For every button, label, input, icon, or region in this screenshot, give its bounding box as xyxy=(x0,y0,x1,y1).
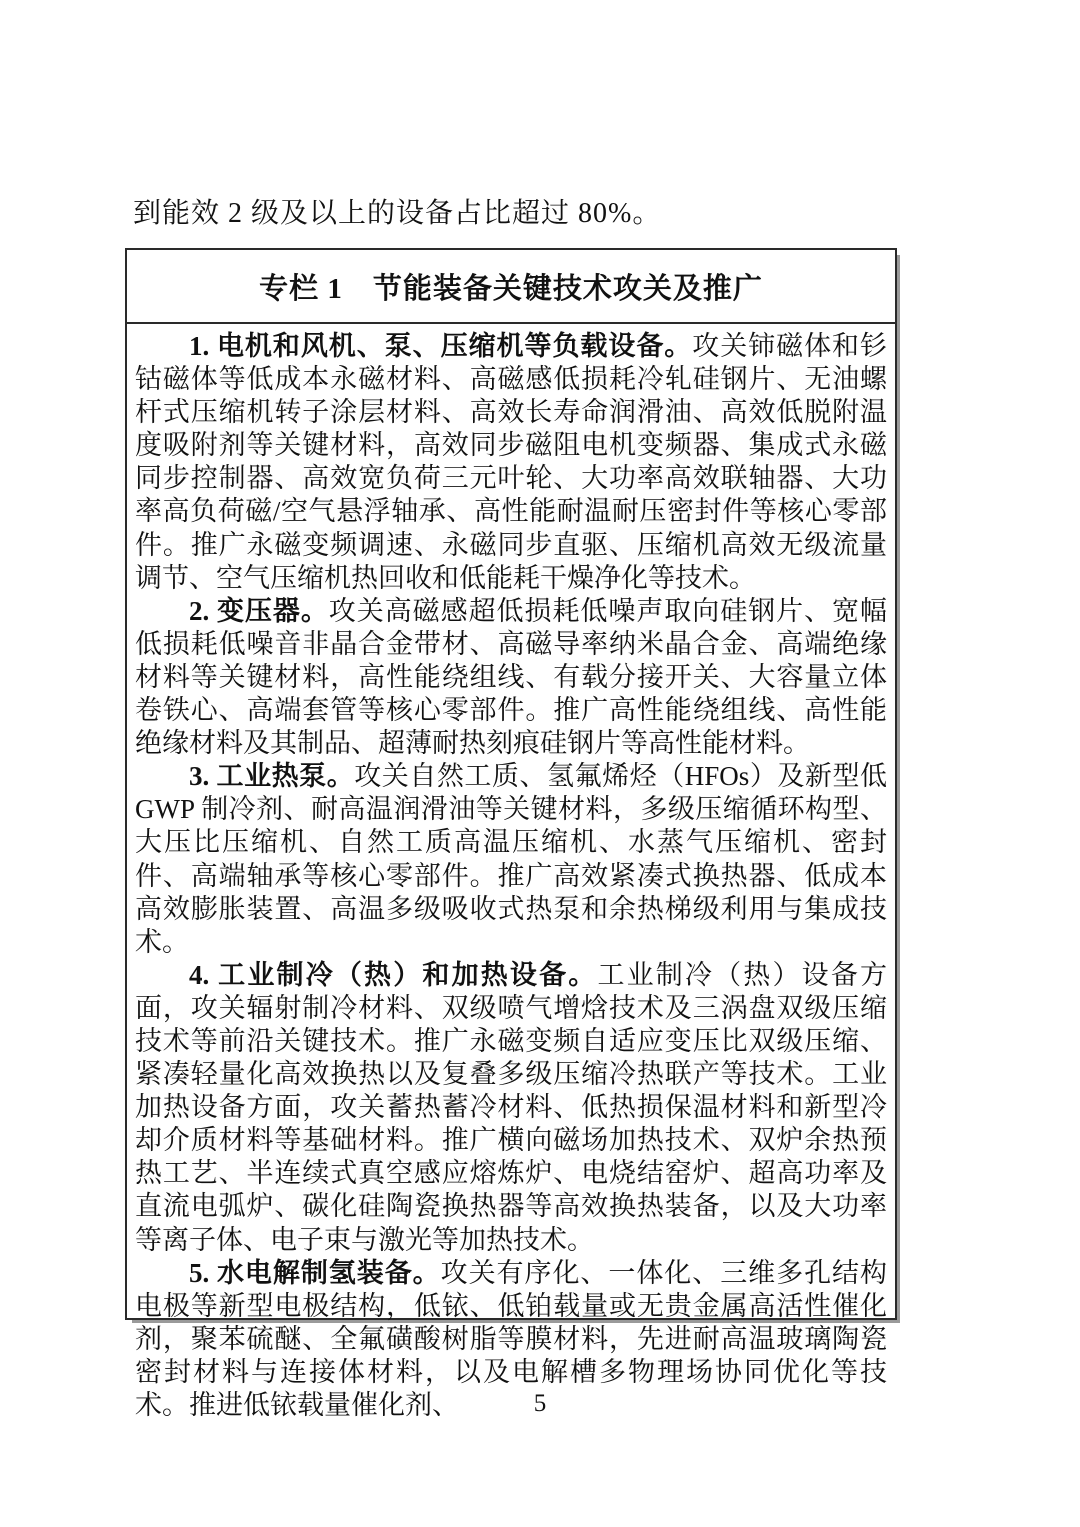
box-paragraph-1 xyxy=(135,330,887,595)
paragraph-2-body: 攻关高磁感超低损耗低噪声取向硅钢片、宽幅低损耗低噪音非晶合金带材、高磁导率纳米晶合金、高端绝缘材料等关键材料，高性能绕组线、有载分接开关、大容量立体卷铁心、高端套管等核心零部件。推广高性能绕组线、高性能绝缘材料及其制品、超薄耐热刻痕硅钢片等高性能材料。 xyxy=(135,595,888,759)
column-box xyxy=(125,248,897,1420)
paragraph-1-lead: 1. 电机和风机、泵、压缩机等负载设备。 xyxy=(189,331,693,361)
box-paragraph-4 xyxy=(135,959,887,1257)
paragraph-5-lead: 5. 水电解制氢装备。 xyxy=(189,1257,441,1288)
box-paragraph-2 xyxy=(135,595,887,760)
paragraph-2-lead: 2. 变压器。 xyxy=(189,595,329,626)
paragraph-5-body: 攻关有序化、一体化、三维多孔结构电极等新型电极结构，低铱、低铂载量或无贵金属高活性催化剂，聚苯硫醚、全氟磺酸树脂等膜材料，先进耐高温玻璃陶瓷密封材料与连接体材料，以及电解槽多物理场协同优化等技术。推进低铱载量催化剂、 xyxy=(135,1257,887,1420)
paragraph-4-lead: 4. 工业制冷（热）和加热设备。 xyxy=(189,959,598,990)
paragraph-3-lead: 3. 工业热泵。 xyxy=(189,761,355,792)
paragraph-3-body: 攻关自然工质、氢氟烯烃（HFOs）及新型低 GWP 制冷剂、耐高温润滑油等关键材料，多级压缩循环构型、大压比压缩机、自然工质高温压缩机、水蒸气压缩机、密封件、高端轴承等核心零部件。推广高效紧凑式换热器、低成本高效膨胀装置、高温多级吸收式热泵和余热梯级利用与集成技术。 xyxy=(135,761,888,957)
box-paragraph-3 xyxy=(135,760,887,959)
paragraph-1-body: 攻关铈磁体和钐钴磁体等低成本永磁材料、高磁感低损耗冷轧硅钢片、无油螺杆式压缩机转子涂层材料、高效长寿命润滑油、高效低脱附温度吸附剂等关键材料，高效同步磁阻电机变频器、集成式永磁同步控制器、高效宽负荷三元叶轮、大功率高效联轴器、大功率高负荷磁/空气悬浮轴承、高性能耐温耐压密封件等核心零部件。推广永磁变频调速、永磁同步直驱、压缩机高效无级流量调节、空气压缩机热回收和低能耗干燥净化等技术。 xyxy=(135,331,887,593)
page-number: 5 xyxy=(533,1390,547,1417)
intro-paragraph: 到能效 2 级及以上的设备占比超过 80%。 xyxy=(133,198,662,229)
box-title: 专栏 1 节能装备关键技术攻关及推广 xyxy=(127,250,895,324)
paragraph-4-body: 工业制冷（热）设备方面，攻关辐射制冷材料、双级喷气增焓技术及三涡盘双级压缩技术等前沿关键技术。推广永磁变频自适应变压比双级压缩、紧凑轻量化高效换热以及复叠多级压缩冷热联产等技术。工业加热设备方面，攻关蓄热蓄冷材料、低热损保温材料和新型冷却介质材料等基础材料。推广横向磁场加热技术、双炉余热预热工艺、半连续式真空感应熔炼炉、电烧结窑炉、超高功率及直流电弧炉、碳化硅陶瓷换热器等高效换热装备，以及大功率等离子体、电子束与激光等加热技术。 xyxy=(135,959,888,1255)
box-body xyxy=(127,324,895,1422)
